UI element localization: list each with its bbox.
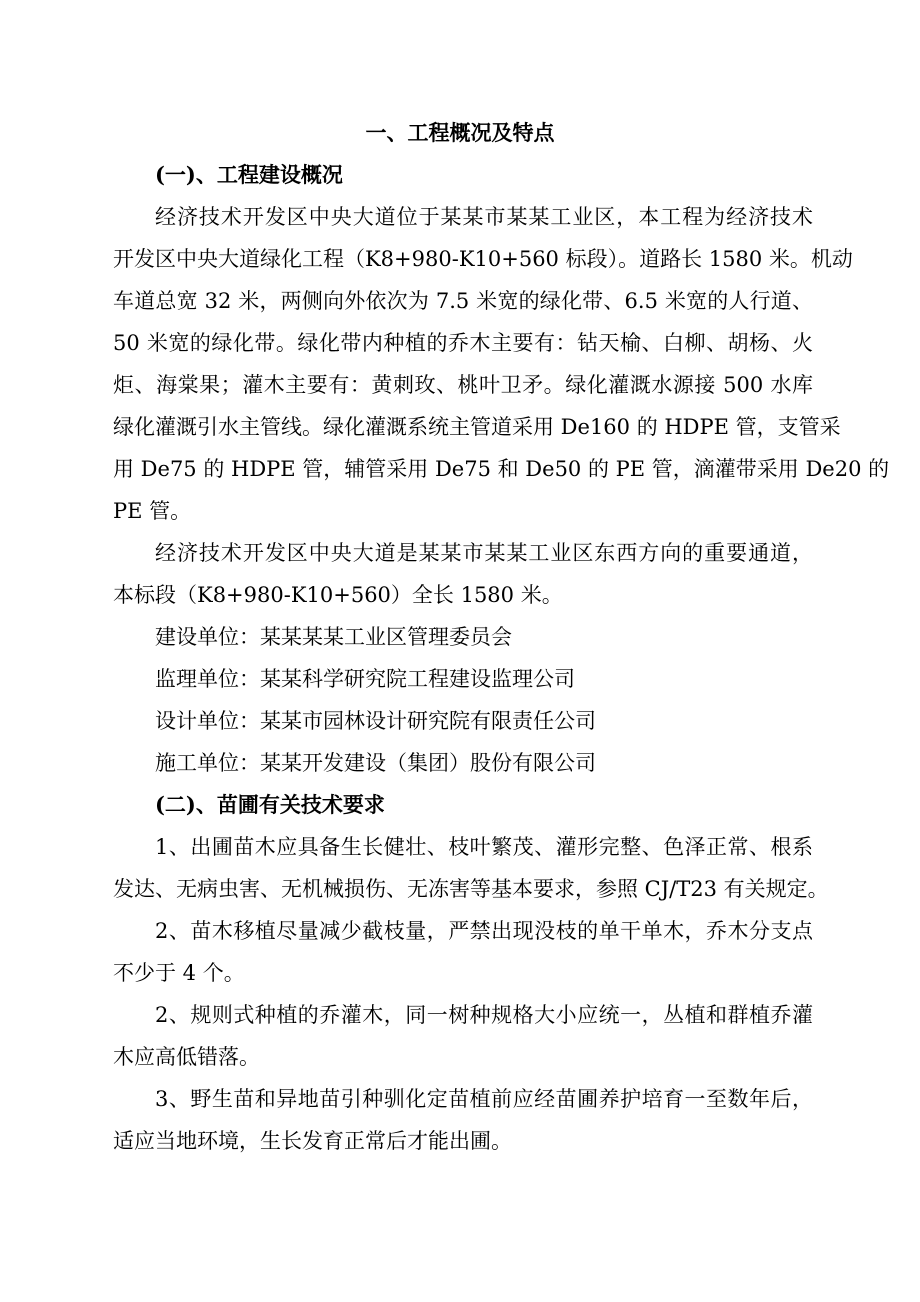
requirement-line: 发达、无病虫害、无机械损伤、无冻害等基本要求，参照 CJ/T23 有关规定。 [113,877,829,901]
contractor-unit: 施工单位：某某开发建设（集团）股份有限公司 [155,751,596,775]
supervision-unit: 监理单位：某某科学研究院工程建设监理公司 [155,667,575,691]
paragraph-line: 绿化灌溉引水主管线。绿化灌溉系统主管道采用 De160 的 HDPE 管，支管采 [113,415,841,439]
requirement-line: 1、出圃苗木应具备生长健壮、枝叶繁茂、灌形完整、色泽正常、根系 [155,835,813,859]
paragraph-line: 经济技术开发区中央大道位于某某市某某工业区，本工程为经济技术 [155,205,813,229]
construction-unit: 建设单位：某某某某工业区管理委员会 [155,625,512,649]
requirement-line: 3、野生苗和异地苗引种驯化定苗植前应经苗圃养护培育一至数年后， [155,1087,813,1111]
design-unit: 设计单位：某某市园林设计研究院有限责任公司 [155,709,596,733]
paragraph-line: 50 米宽的绿化带。绿化带内种植的乔木主要有：钻天榆、白柳、胡杨、火 [113,331,813,355]
paragraph-line: 开发区中央大道绿化工程（K8+980-K10+560 标段）。道路长 1580 米。机动 [113,247,853,271]
page-title: 一、工程概况及特点 [365,120,555,145]
section-heading-1: (一)、工程建设概况 [155,162,343,187]
paragraph-line: 本标段（K8+980-K10+560）全长 1580 米。 [113,583,563,607]
paragraph-line: PE 管。 [113,499,192,523]
paragraph-line: 经济技术开发区中央大道是某某市某某工业区东西方向的重要通道， [155,541,813,565]
requirement-line: 2、苗木移植尽量减少截枝量，严禁出现没枝的单干单木，乔木分支点 [155,919,813,943]
paragraph-line: 炬、海棠果；灌木主要有：黄刺玫、桃叶卫矛。绿化灌溉水源接 500 水库 [113,373,813,397]
requirement-line: 适应当地环境，生长发育正常后才能出圃。 [113,1129,512,1153]
section-heading-2: (二)、苗圃有关技术要求 [155,792,385,817]
requirement-line: 2、规则式种植的乔灌木，同一树种规格大小应统一，丛植和群植乔灌 [155,1003,813,1027]
paragraph-line: 用 De75 的 HDPE 管，辅管采用 De75 和 De50 的 PE 管，滴灌带采用 De20 的 [113,457,890,481]
paragraph-line: 车道总宽 32 米，两侧向外依次为 7.5 米宽的绿化带、6.5 米宽的人行道、 [113,289,813,313]
requirement-line: 不少于 4 个。 [113,961,245,985]
requirement-line: 木应高低错落。 [113,1045,260,1069]
